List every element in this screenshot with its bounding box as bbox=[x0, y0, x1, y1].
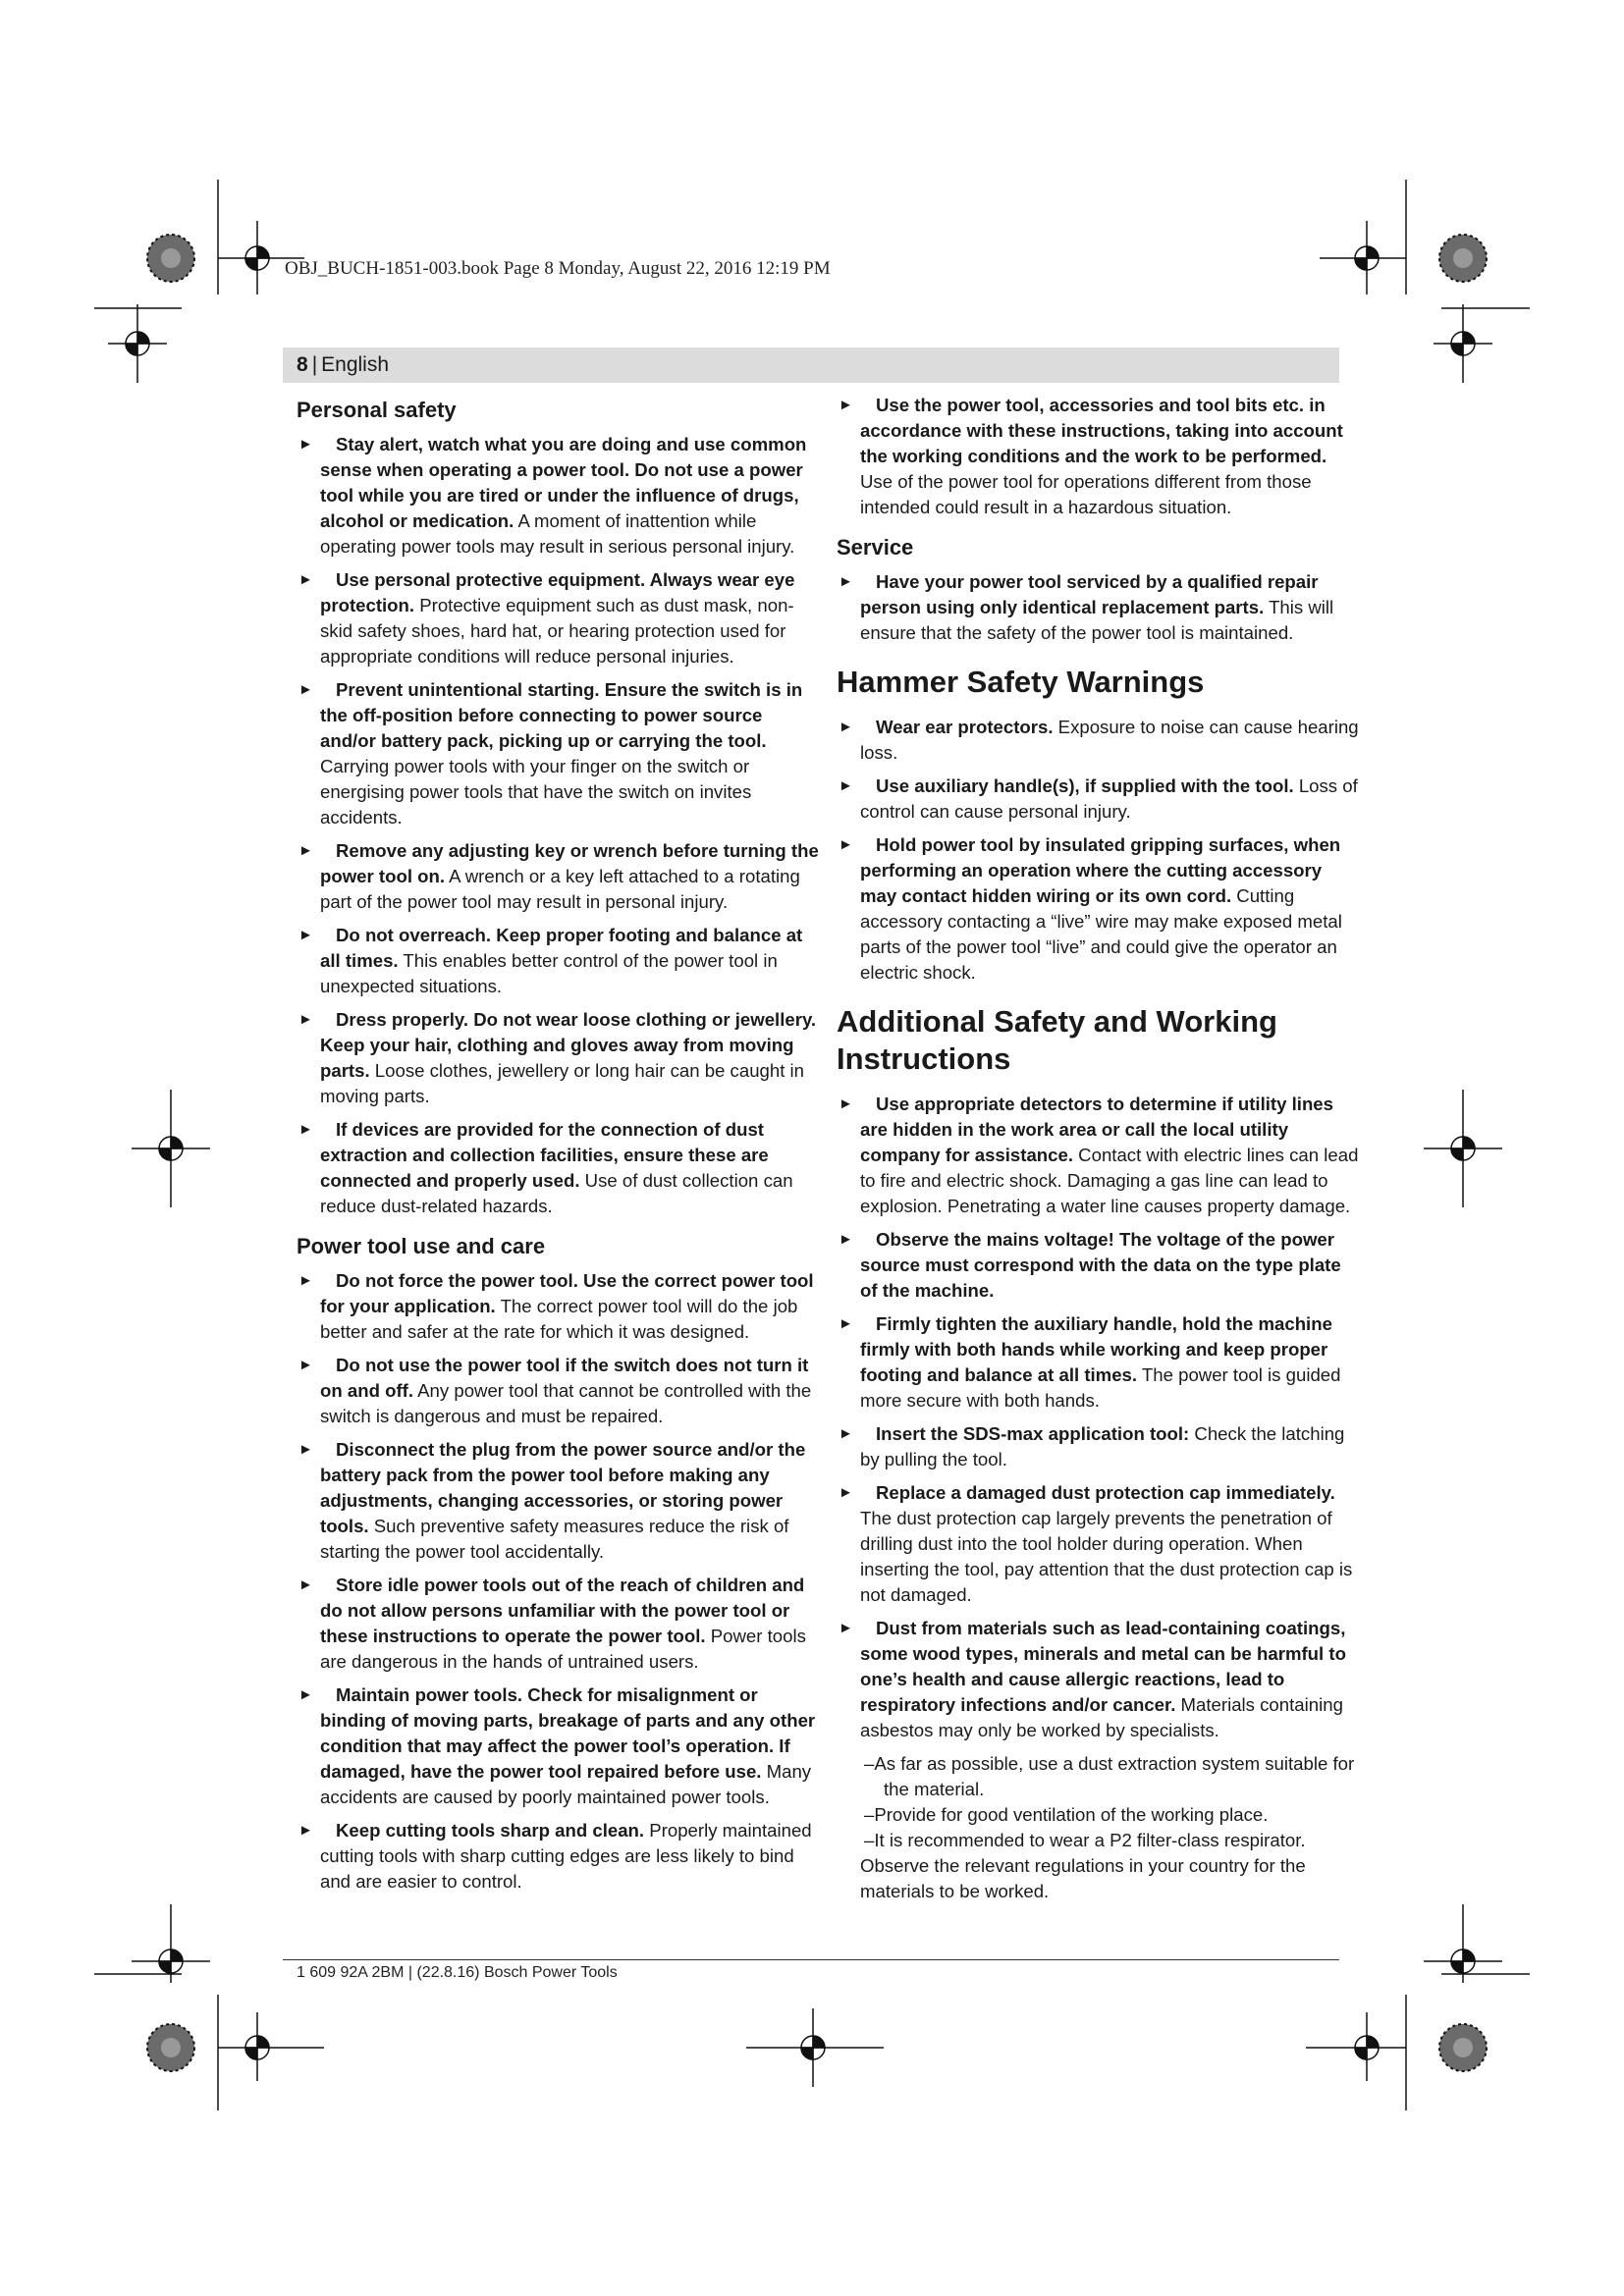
heading-personal-safety: Personal safety bbox=[297, 398, 457, 422]
item-bold: Disconnect the plug from the power source and/or the battery pack from the power tool before making any adjustments, changing accessories, or storing power tools. bbox=[320, 1439, 806, 1536]
item-text: A wrench or a key left attached to a rotating part of the power tool may result in personal injury. bbox=[320, 866, 800, 912]
list-item bbox=[837, 1311, 1363, 1414]
service-list bbox=[837, 569, 1363, 646]
crosshair-left-middle-icon bbox=[132, 1090, 210, 1207]
heading-hammer-safety: Hammer Safety Warnings bbox=[837, 665, 1205, 699]
bullet-arrow-icon: ► bbox=[839, 1484, 853, 1501]
item-text: Properly maintained cutting tools with sharp cutting edges are less likely to bind and are easier to control. bbox=[320, 1820, 812, 1892]
heading-additional-safety: Additional Safety and Working Instructions bbox=[837, 1004, 1277, 1076]
crosshair-top-right-icon bbox=[1320, 221, 1406, 294]
bullet-arrow-icon: ► bbox=[298, 1011, 313, 1028]
list-item bbox=[297, 1268, 823, 1345]
bullet-arrow-icon: ► bbox=[839, 836, 853, 853]
item-bold: Keep cutting tools sharp and clean. bbox=[336, 1820, 645, 1841]
list-item bbox=[837, 715, 1363, 766]
dash-item: –Provide for good ventilation of the working place. bbox=[864, 1804, 1269, 1825]
left-column bbox=[297, 393, 823, 1902]
item-text: Any power tool that cannot be controlled with the switch is dangerous and must be repaired. bbox=[320, 1380, 812, 1426]
crosshair-right-middle-icon bbox=[1424, 1090, 1502, 1207]
list-item bbox=[297, 1818, 823, 1895]
list-item bbox=[297, 838, 823, 915]
bullet-arrow-icon: ► bbox=[298, 681, 313, 698]
list-item bbox=[297, 1007, 823, 1109]
list-item bbox=[837, 774, 1363, 825]
list-item bbox=[297, 677, 823, 830]
crosshair-left-upper-icon bbox=[108, 304, 167, 383]
bullet-arrow-icon: ► bbox=[298, 1272, 313, 1289]
item-bold: Dress properly. Do not wear loose clothing or jewellery. Keep your hair, clothing and gloves away from moving parts. bbox=[320, 1009, 817, 1081]
list-item bbox=[297, 432, 823, 560]
item-text: Loose clothes, jewellery or long hair can be caught in moving parts. bbox=[320, 1060, 805, 1106]
print-info: OBJ_BUCH-1851-003.book Page 8 Monday, August 22, 2016 12:19 PM bbox=[285, 258, 831, 279]
item-bold: Dust from materials such as lead-containing coatings, some wood types, minerals and metal can be harmful to one’s health and cause allergic reactions, lead to respiratory infections and/or cancer. bbox=[860, 1618, 1346, 1715]
item-bold: Observe the mains voltage! The voltage of the power source must correspond with the data on the type plate of the machine. bbox=[860, 1229, 1341, 1301]
right-column bbox=[837, 393, 1363, 1904]
bullet-arrow-icon: ► bbox=[839, 1231, 853, 1248]
item-text: Such preventive safety measures reduce the risk of starting the power tool accidentally. bbox=[320, 1516, 789, 1562]
bullet-arrow-icon: ► bbox=[298, 436, 313, 453]
bullet-arrow-icon: ► bbox=[839, 777, 853, 794]
color-wheel-bottom-right-icon bbox=[1439, 2024, 1487, 2071]
closing-note: Observe the relevant regulations in your country for the materials to be worked. bbox=[860, 1855, 1306, 1901]
item-bold: Do not force the power tool. Use the correct power tool for your application. bbox=[320, 1270, 814, 1316]
item-bold: Remove any adjusting key or wrench before turning the power tool on. bbox=[320, 840, 819, 886]
crosshair-bottom-center-icon bbox=[746, 2008, 884, 2087]
item-text: Protective equipment such as dust mask, non-skid safety shoes, hard hat, or hearing protection used for appropriate conditions will reduce personal injuries. bbox=[320, 595, 794, 667]
dash-item: –As far as possible, use a dust extraction system suitable for the material. bbox=[864, 1753, 1355, 1799]
list-item bbox=[837, 393, 1363, 520]
item-bold: Use appropriate detectors to determine if utility lines are hidden in the work area or call the local utility company for assistance. bbox=[860, 1094, 1333, 1165]
dash-item: –It is recommended to wear a P2 filter-class respirator. bbox=[864, 1830, 1306, 1850]
item-bold: If devices are provided for the connection of dust extraction and collection facilities, ensure these are connected and properly used. bbox=[320, 1119, 769, 1191]
item-bold: Prevent unintentional starting. Ensure the switch is in the off-position before connecting to power source and/or battery pack, picking up or carrying the tool. bbox=[320, 679, 803, 751]
item-bold: Use the power tool, accessories and tool bits etc. in accordance with these instructions, taking into account the working conditions and the work to be performed. bbox=[860, 395, 1343, 466]
footer-rule bbox=[283, 1959, 1339, 1960]
item-text: Power tools are dangerous in the hands of untrained users. bbox=[320, 1626, 806, 1672]
list-item bbox=[297, 1353, 823, 1429]
item-text: Many accidents are caused by poorly maintained power tools. bbox=[320, 1761, 812, 1807]
bullet-arrow-icon: ► bbox=[839, 719, 853, 735]
bullet-arrow-icon: ► bbox=[298, 1576, 313, 1593]
crosshair-left-lower-icon bbox=[132, 1904, 210, 1983]
list-item bbox=[297, 1573, 823, 1675]
item-text: The power tool is guided more secure with both hands. bbox=[860, 1364, 1341, 1411]
additional-list bbox=[837, 1092, 1363, 1743]
list-item bbox=[837, 1227, 1363, 1304]
item-bold: Insert the SDS-max application tool: bbox=[876, 1423, 1190, 1444]
list-item bbox=[297, 1117, 823, 1219]
item-text: Use of the power tool for operations different from those intended could result in a hazardous situation. bbox=[860, 471, 1312, 517]
crosshair-right-upper-icon bbox=[1434, 304, 1492, 383]
bullet-arrow-icon: ► bbox=[298, 1822, 313, 1839]
heading-service: Service bbox=[837, 535, 914, 560]
crosshair-right-lower-icon bbox=[1424, 1904, 1502, 1983]
list-item bbox=[837, 1480, 1363, 1608]
bullet-arrow-icon: ► bbox=[298, 571, 313, 588]
list-item bbox=[837, 1421, 1363, 1472]
bullet-arrow-icon: ► bbox=[298, 1121, 313, 1138]
footer: 1 609 92A 2BM | (22.8.16) Bosch Power Tools bbox=[297, 1964, 618, 1981]
item-bold: Do not overreach. Keep proper footing and balance at all times. bbox=[320, 925, 803, 971]
item-text: Loss of control can cause personal injury. bbox=[860, 775, 1358, 822]
bullet-arrow-icon: ► bbox=[298, 1357, 313, 1373]
list-item bbox=[297, 567, 823, 669]
item-text: Materials containing asbestos may only be worked by specialists. bbox=[860, 1694, 1343, 1740]
item-text: A moment of inattention while operating power tools may result in serious personal injury. bbox=[320, 510, 795, 557]
item-text: Cutting accessory contacting a “live” wire may make exposed metal parts of the power tool “live” and could give the operator an electric shock. bbox=[860, 885, 1342, 983]
bullet-arrow-icon: ► bbox=[839, 573, 853, 590]
list-item bbox=[297, 1437, 823, 1565]
color-wheel-top-left-icon bbox=[147, 235, 194, 282]
color-wheel-bottom-left-icon bbox=[147, 2024, 194, 2071]
item-bold: Hold power tool by insulated gripping surfaces, when performing an operation where the cutting accessory may contact hidden wiring or its own cord. bbox=[860, 834, 1341, 906]
item-bold: Use personal protective equipment. Always wear eye protection. bbox=[320, 569, 795, 615]
item-bold: Replace a damaged dust protection cap immediately. bbox=[876, 1482, 1335, 1503]
header-separator: | bbox=[311, 353, 318, 376]
item-text: Check the latching by pulling the tool. bbox=[860, 1423, 1345, 1469]
item-text: Use of dust collection can reduce dust-related hazards. bbox=[320, 1170, 793, 1216]
item-bold: Wear ear protectors. bbox=[876, 717, 1054, 737]
bullet-arrow-icon: ► bbox=[839, 397, 853, 413]
page-number: 8 bbox=[297, 353, 308, 376]
crosshair-bottom-left-icon bbox=[218, 2012, 324, 2081]
item-text: The correct power tool will do the job better and safer at the rate for which it was designed. bbox=[320, 1296, 798, 1342]
list-item bbox=[837, 832, 1363, 986]
item-bold: Firmly tighten the auxiliary handle, hold the machine firmly with both hands while working and keep proper footing and balance at all times. bbox=[860, 1313, 1332, 1385]
personal-safety-list bbox=[297, 432, 823, 1219]
bullet-arrow-icon: ► bbox=[298, 927, 313, 943]
bullet-arrow-icon: ► bbox=[839, 1620, 853, 1636]
bullet-arrow-icon: ► bbox=[298, 1441, 313, 1458]
bullet-arrow-icon: ► bbox=[298, 842, 313, 859]
item-text: Carrying power tools with your finger on the switch or energising power tools that have the switch on invites accidents. bbox=[320, 756, 752, 828]
bullet-arrow-icon: ► bbox=[839, 1095, 853, 1112]
item-text: This will ensure that the safety of the power tool is maintained. bbox=[860, 597, 1334, 643]
item-bold: Use auxiliary handle(s), if supplied with the tool. bbox=[876, 775, 1294, 796]
list-item bbox=[297, 1682, 823, 1810]
list-item bbox=[837, 569, 1363, 646]
item-bold: Store idle power tools out of the reach of children and do not allow persons unfamiliar with the power tool or these instructions to operate the power tool. bbox=[320, 1575, 805, 1646]
bullet-arrow-icon: ► bbox=[298, 1686, 313, 1703]
item-bold: Maintain power tools. Check for misalignment or binding of moving parts, breakage of parts and any other condition that may affect the power tool’s operation. If damaged, have the power tool repaired before use. bbox=[320, 1684, 816, 1782]
item-bold: Stay alert, watch what you are doing and use common sense when operating a power tool. Do not use a power tool while you are tired or under the influence of drugs, alcohol or medication. bbox=[320, 434, 807, 531]
page-header bbox=[283, 347, 1339, 383]
color-wheel-top-right-icon bbox=[1439, 235, 1487, 282]
heading-power-tool-use: Power tool use and care bbox=[297, 1234, 546, 1258]
item-bold: Do not use the power tool if the switch does not turn it on and off. bbox=[320, 1355, 809, 1401]
item-text: The dust protection cap largely prevents the penetration of drilling dust into the tool holder during operation. When inserting the tool, pay attention that the dust protection cap is not damaged. bbox=[860, 1508, 1353, 1605]
header-language: English bbox=[321, 353, 390, 376]
list-item bbox=[837, 1092, 1363, 1219]
crosshair-bottom-right-icon bbox=[1306, 2012, 1406, 2081]
hammer-list bbox=[837, 715, 1363, 986]
item-text: Contact with electric lines can lead to fire and electric shock. Damaging a gas line can lead to explosion. Penetrating a water line causes property damage. bbox=[860, 1145, 1359, 1216]
list-item bbox=[837, 1616, 1363, 1743]
item-bold: Have your power tool serviced by a qualified repair person using only identical replacement parts. bbox=[860, 571, 1319, 617]
bullet-arrow-icon: ► bbox=[839, 1425, 853, 1442]
bullet-arrow-icon: ► bbox=[839, 1315, 853, 1332]
item-text: Exposure to noise can cause hearing loss. bbox=[860, 717, 1359, 763]
list-item bbox=[297, 923, 823, 999]
item-text: This enables better control of the power tool in unexpected situations. bbox=[320, 950, 778, 996]
power-tool-use-list bbox=[297, 1268, 823, 1895]
